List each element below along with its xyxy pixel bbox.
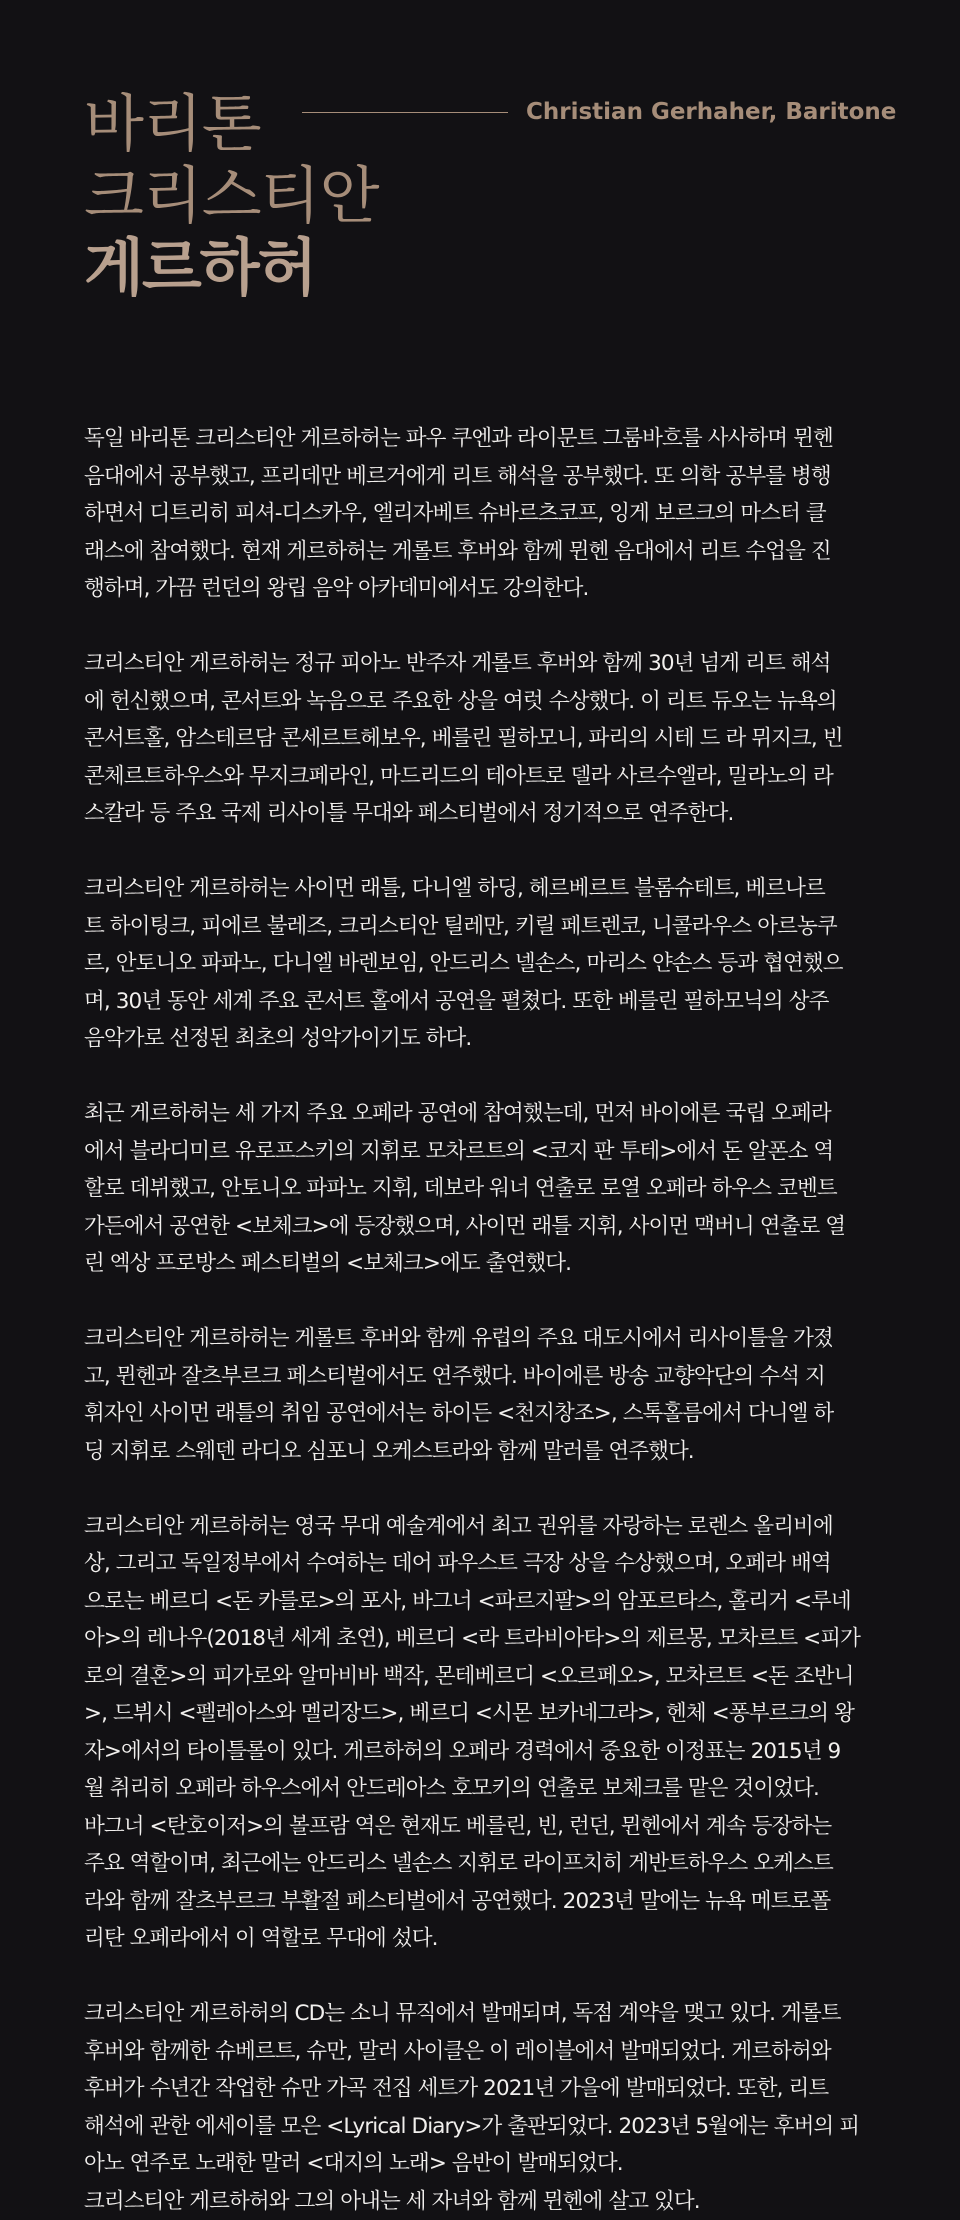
text-line: 린 엑상 프로방스 페스티벌의 <보체크>에도 출연했다. (84, 1245, 884, 1283)
text-line: 행하며, 가끔 런던의 왕립 음악 아카데미에서도 강의한다. (84, 570, 884, 608)
page-subtitle: Christian Gerhaher, Baritone (526, 98, 896, 126)
text-line: 후버가 수년간 작업한 슈만 가곡 전집 세트가 2021년 가을에 발매되었다. 또한, 리트 (84, 2070, 884, 2108)
text-line: 고, 뮌헨과 잘츠부르크 페스티벌에서도 연주했다. 바이에른 방송 교향악단의 수석 지 (84, 1358, 884, 1396)
text-line: 트 하이팅크, 피에르 불레즈, 크리스티안 틸레만, 키릴 페트렌코, 니콜라우스 아르농쿠 (84, 908, 884, 946)
biography-body (84, 420, 884, 2220)
text-line: 할로 데뷔했고, 안토니오 파파노 지휘, 데보라 워너 연출로 로열 오페라 하우스 코벤트 (84, 1170, 884, 1208)
text-line: 에 헌신했으며, 콘서트와 녹음으로 주요한 상을 여럿 수상했다. 이 리트 듀오는 뉴욕의 (84, 683, 884, 721)
text-line: 해석에 관한 에세이를 모은 <Lyrical Diary>가 출판되었다. 2023년 5월에는 후버의 피 (84, 2108, 884, 2146)
text-line: 크리스티안 게르하허의 CD는 소니 뮤직에서 발매되며, 독점 계약을 맺고 있다. 게롤트 (84, 1995, 884, 2033)
text-line: 크리스티안 게르하허는 영국 무대 예술계에서 최고 권위를 자랑하는 로렌스 올리비에 (84, 1508, 884, 1546)
title-line-baritone: 바리톤 (84, 88, 378, 160)
text-line: 에서 블라디미르 유로프스키의 지휘로 모차르트의 <코지 판 투테>에서 돈 알폰소 역 (84, 1133, 884, 1171)
text-line: 크리스티안 게르하허는 게롤트 후버와 함께 유럽의 주요 대도시에서 리사이틀을 가졌 (84, 1320, 884, 1358)
text-line: 딩 지휘로 스웨덴 라디오 심포니 오케스트라와 함께 말러를 연주했다. (84, 1433, 884, 1471)
text-line: 주요 역할이며, 최근에는 안드리스 넬손스 지휘로 라이프치히 게반트하우스 오케스트 (84, 1845, 884, 1883)
text-line: 가든에서 공연한 <보체크>에 등장했으며, 사이먼 래틀 지휘, 사이먼 맥버니 연출로 열 (84, 1208, 884, 1246)
text-line: 휘자인 사이먼 래틀의 취임 공연에서는 하이든 <천지창조>, 스톡홀름에서 다니엘 하 (84, 1395, 884, 1433)
text-line: 크리스티안 게르하허는 사이먼 래틀, 다니엘 하딩, 헤르베르트 블롬슈테트, 베르나르 (84, 870, 884, 908)
text-line: >, 드뷔시 <펠레아스와 멜리장드>, 베르디 <시몬 보카네그라>, 헨체 <퐁부르크의 왕 (84, 1695, 884, 1733)
text-line: 독일 바리톤 크리스티안 게르하허는 파우 쿠엔과 라이문트 그룸바흐를 사사하며 뮌헨 (84, 420, 884, 458)
text-line: 며, 30년 동안 세계 주요 콘서트 홀에서 공연을 펼쳤다. 또한 베를린 필하모닉의 상주 (84, 983, 884, 1021)
title-line-gerhaher: 게르하허 (84, 232, 378, 304)
text-line: 콘서트홀, 암스테르담 콘세르트헤보우, 베를린 필하모니, 파리의 시테 드 라 뮈지크, 빈 (84, 720, 884, 758)
text-line: 으로는 베르디 <돈 카를로>의 포사, 바그너 <파르지팔>의 암포르타스, 홀리거 <루네 (84, 1583, 884, 1621)
header-divider (302, 112, 508, 113)
text-line: 아>의 레나우(2018년 세계 초연), 베르디 <라 트라비아타>의 제르몽, 모차르트 <피가 (84, 1620, 884, 1658)
page-title (84, 88, 378, 304)
text-line: 콘체르트하우스와 무지크페라인, 마드리드의 테아트로 델라 사르수엘라, 밀라노의 라 (84, 758, 884, 796)
text-line: 크리스티안 게르하허는 정규 피아노 반주자 게롤트 후버와 함께 30년 넘게 리트 해석 (84, 645, 884, 683)
text-line: 리탄 오페라에서 이 역할로 무대에 섰다. (84, 1920, 884, 1958)
paragraph-education (84, 420, 884, 608)
text-line: 최근 게르하허는 세 가지 주요 오페라 공연에 참여했는데, 먼저 바이에른 국립 오페라 (84, 1095, 884, 1133)
text-line: 르, 안토니오 파파노, 다니엘 바렌보임, 안드리스 넬손스, 마리스 얀손스 등과 협연했으 (84, 945, 884, 983)
text-line: 바그너 <탄호이저>의 볼프람 역은 현재도 베를린, 빈, 런던, 뮌헨에서 계속 등장하는 (84, 1808, 884, 1846)
text-line: 상, 그리고 독일정부에서 수여하는 데어 파우스트 극장 상을 수상했으며, 오페라 배역 (84, 1545, 884, 1583)
text-line: 라와 함께 잘츠부르크 부활절 페스티벌에서 공연했다. 2023년 말에는 뉴욕 메트로폴 (84, 1883, 884, 1921)
paragraph-lied-duo (84, 645, 884, 833)
text-line: 로의 결혼>의 피가로와 알마비바 백작, 몬테베르디 <오르페오>, 모차르트 <돈 조반니 (84, 1658, 884, 1696)
text-line: 아노 연주로 노래한 말러 <대지의 노래> 음반이 발매되었다. (84, 2145, 884, 2183)
paragraph-collaborations (84, 870, 884, 1058)
text-line: 후버와 함께한 슈베르트, 슈만, 말러 사이클은 이 레이블에서 발매되었다. 게르하허와 (84, 2033, 884, 2071)
text-line: 크리스티안 게르하허와 그의 아내는 세 자녀와 함께 뮌헨에 살고 있다. (84, 2183, 884, 2220)
text-line: 스칼라 등 주요 국제 리사이틀 무대와 페스티벌에서 정기적으로 연주한다. (84, 795, 884, 833)
paragraph-awards-roles (84, 1508, 884, 1958)
text-line: 음대에서 공부했고, 프리데만 베르거에게 리트 해석을 공부했다. 또 의학 공부를 병행 (84, 458, 884, 496)
text-line: 자>에서의 타이틀롤이 있다. 게르하허의 오페라 경력에서 중요한 이정표는 2015년 9 (84, 1733, 884, 1771)
paragraph-discography (84, 1995, 884, 2220)
paragraph-recitals (84, 1320, 884, 1470)
paragraph-opera-recent (84, 1095, 884, 1283)
text-line: 음악가로 선정된 최초의 성악가이기도 하다. (84, 1020, 884, 1058)
title-line-christian: 크리스티안 (84, 160, 378, 232)
text-line: 하면서 디트리히 피셔-디스카우, 엘리자베트 슈바르츠코프, 잉게 보르크의 마스터 클 (84, 495, 884, 533)
text-line: 래스에 참여했다. 현재 게르하허는 게롤트 후버와 함께 뮌헨 음대에서 리트 수업을 진 (84, 533, 884, 571)
text-line: 월 취리히 오페라 하우스에서 안드레아스 호모키의 연출로 보체크를 맡은 것이었다. (84, 1770, 884, 1808)
